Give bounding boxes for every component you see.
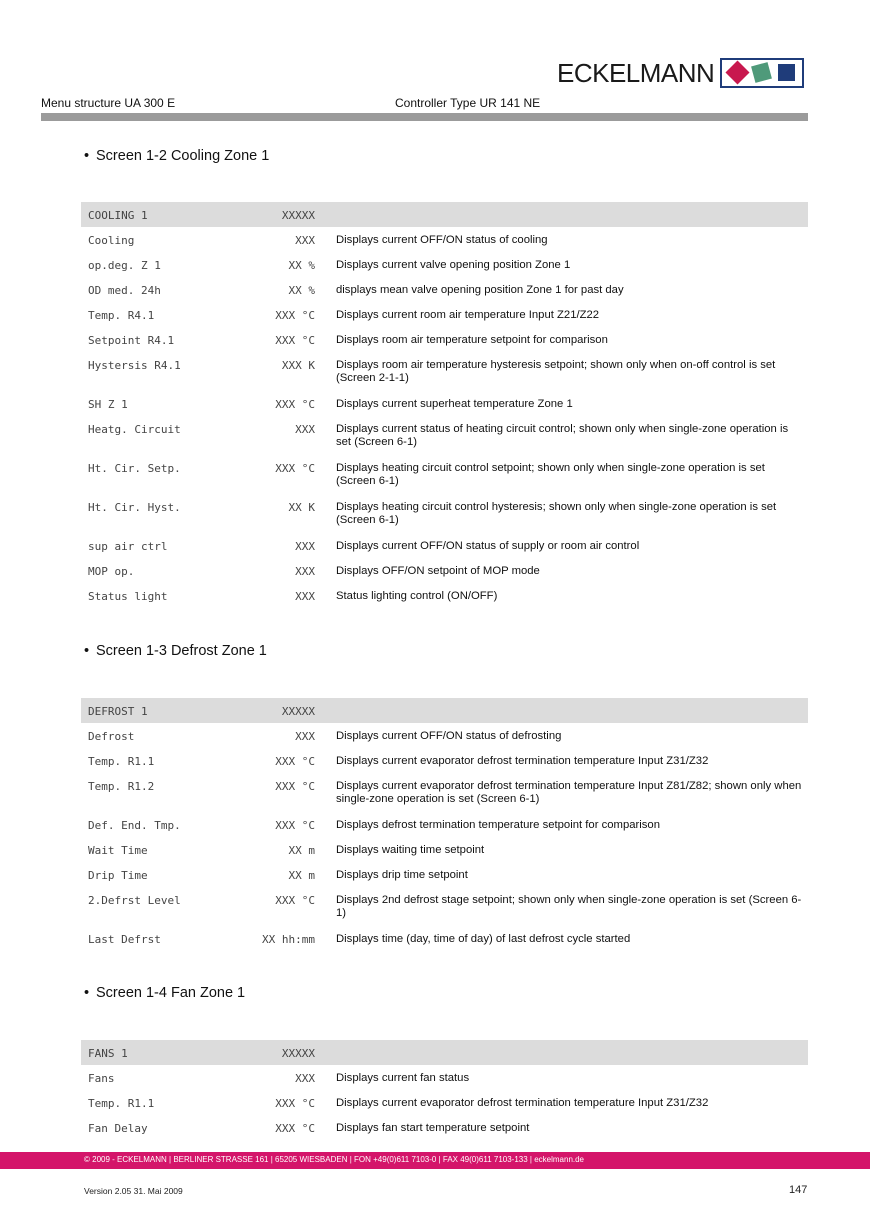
row-value: XXX °C (275, 462, 315, 475)
row-label: Status light (88, 590, 168, 603)
row-description: Displays defrost termination temperature setpoint for comparison (336, 819, 660, 831)
table-row (81, 723, 808, 748)
table-row (81, 416, 808, 455)
row-label: Fans (88, 1072, 115, 1085)
header-value: XXXXX (281, 209, 315, 222)
row-value: XX hh:mm (262, 933, 315, 946)
row-value: XX m (288, 844, 315, 857)
header-value: XXXXX (281, 705, 315, 718)
footer-address: © 2009 - ECKELMANN | BERLINER STRASSE 161 | 65205 WIESBADEN | FON +49(0)611 7103-0 | FAX 49(0)611 7103-133 | eckelmann.de (84, 1155, 585, 1164)
version-date: Version 2.05 31. Mai 2009 (84, 1186, 183, 1196)
section-title: • Screen 1-4 Fan Zone 1 (84, 985, 246, 1001)
row-label: Drip Time (88, 869, 148, 882)
row-value: XXX °C (275, 780, 315, 793)
row-label: Defrost (88, 730, 135, 743)
header-label: COOLING 1 (88, 209, 148, 222)
row-description: Displays time (day, time of day) of last defrost cycle started (336, 933, 631, 945)
row-value: XXX °C (275, 398, 315, 411)
table-row (81, 1090, 808, 1115)
section-title: • Screen 1-3 Defrost Zone 1 (84, 643, 267, 659)
table-row (81, 837, 808, 862)
row-value: XXX (295, 565, 315, 578)
company-logo (557, 57, 804, 89)
table-row (81, 773, 808, 812)
row-value: XXX °C (275, 309, 315, 322)
row-description: displays mean valve opening position Zone 1 for past day (336, 284, 624, 296)
table-row (81, 812, 808, 837)
header-label: DEFROST 1 (88, 705, 148, 718)
row-description: Displays drip time setpoint (336, 869, 468, 881)
logo-mark-icon (720, 58, 804, 88)
row-description: Displays heating circuit control setpoint; shown only when single-zone operation is set (Screen 6-1) (336, 462, 765, 487)
row-description: Displays current OFF/ON status of supply or room air control (336, 540, 640, 552)
logo-text: ECKELMANN (557, 58, 715, 88)
row-label: op.deg. Z 1 (88, 259, 161, 272)
table-header (81, 202, 808, 227)
row-value: XXX °C (275, 1122, 315, 1135)
row-description: Displays current OFF/ON status of cooling (336, 234, 548, 246)
row-label: Hystersis R4.1 (88, 359, 181, 372)
row-description: Displays current evaporator defrost termination temperature Input Z31/Z32 (336, 755, 709, 767)
table-row (81, 252, 808, 277)
table-row (81, 227, 808, 252)
row-value: XXX (295, 234, 315, 247)
row-label: OD med. 24h (88, 284, 161, 297)
row-label: 2.Defrst Level (88, 894, 181, 907)
row-label: Def. End. Tmp. (88, 819, 181, 832)
table-row (81, 494, 808, 533)
table-row (81, 352, 808, 391)
fans-table (81, 1040, 808, 1140)
table-row (81, 583, 808, 608)
row-label: Temp. R4.1 (88, 309, 155, 322)
row-value: XXX (295, 423, 315, 436)
row-label: sup air ctrl (88, 540, 168, 553)
table-row (81, 748, 808, 773)
header-label: FANS 1 (88, 1047, 128, 1060)
row-label: Wait Time (88, 844, 148, 857)
row-value: XX K (288, 501, 315, 514)
row-value: XXX K (281, 359, 315, 372)
row-description: Status lighting control (ON/OFF) (336, 590, 498, 602)
row-description: Displays waiting time setpoint (336, 844, 485, 856)
row-label: Temp. R1.1 (88, 1097, 155, 1110)
table-row (81, 277, 808, 302)
table-header (81, 1040, 808, 1065)
row-label: Heatg. Circuit (88, 423, 181, 436)
row-description: Displays 2nd defrost stage setpoint; shown only when single-zone operation is set (Screen 6-1) (336, 894, 802, 919)
controller-type: Controller Type UR 141 NE (395, 96, 541, 110)
table-header (81, 698, 808, 723)
page-number: 147 (789, 1184, 808, 1196)
row-value: XXX (295, 730, 315, 743)
row-label: Setpoint R4.1 (88, 334, 175, 347)
row-label: Cooling (88, 234, 135, 247)
cooling-table (81, 202, 808, 608)
row-value: XXX (295, 1072, 315, 1085)
row-description: Displays current superheat temperature Zone 1 (336, 398, 573, 410)
row-value: XXX °C (275, 894, 315, 907)
table-row (81, 302, 808, 327)
table-row (81, 391, 808, 416)
row-label: Fan Delay (88, 1122, 148, 1135)
row-value: XXX °C (275, 334, 315, 347)
row-description: Displays current valve opening position Zone 1 (336, 259, 571, 271)
row-value: XX % (288, 284, 315, 297)
defrost-table (81, 698, 808, 951)
row-description: Displays room air temperature hysteresis setpoint; shown only when on-off control is set (Screen 2-1-1) (336, 359, 776, 384)
table-row (81, 1115, 808, 1140)
table-row (81, 327, 808, 352)
header-rule (41, 113, 808, 121)
row-value: XX m (288, 869, 315, 882)
header-value: XXXXX (281, 1047, 315, 1060)
row-label: Temp. R1.1 (88, 755, 155, 768)
row-label: Ht. Cir. Setp. (88, 462, 181, 475)
row-description: Displays current evaporator defrost termination temperature Input Z81/Z82; shown only when single-zone operation is set (Screen 6-1) (336, 780, 802, 805)
table-row (81, 926, 808, 951)
section-title: • Screen 1-2 Cooling Zone 1 (84, 148, 270, 164)
table-row (81, 862, 808, 887)
row-description: Displays current fan status (336, 1072, 470, 1084)
row-description: Displays room air temperature setpoint for comparison (336, 334, 608, 346)
row-label: Last Defrst (88, 933, 161, 946)
row-value: XXX (295, 540, 315, 553)
doc-title: Menu structure UA 300 E (41, 96, 176, 110)
table-row (81, 887, 808, 926)
row-description: Displays heating circuit control hysteresis; shown only when single-zone operation is set (Screen 6-1) (336, 501, 777, 526)
row-value: XX % (288, 259, 315, 272)
row-description: Displays current status of heating circuit control; shown only when single-zone operation is set (Screen 6-1) (336, 423, 789, 448)
row-description: Displays current evaporator defrost termination temperature Input Z31/Z32 (336, 1097, 709, 1109)
row-value: XXX °C (275, 1097, 315, 1110)
table-row (81, 558, 808, 583)
row-label: Ht. Cir. Hyst. (88, 501, 181, 514)
row-description: Displays fan start temperature setpoint (336, 1122, 530, 1134)
row-value: XXX °C (275, 819, 315, 832)
row-value: XXX (295, 590, 315, 603)
row-description: Displays OFF/ON setpoint of MOP mode (336, 565, 540, 577)
table-row (81, 1065, 808, 1090)
table-row (81, 533, 808, 558)
row-description: Displays current room air temperature Input Z21/Z22 (336, 309, 600, 321)
table-row (81, 455, 808, 494)
row-label: Temp. R1.2 (88, 780, 155, 793)
row-description: Displays current OFF/ON status of defrosting (336, 730, 562, 742)
row-value: XXX °C (275, 755, 315, 768)
row-label: SH Z 1 (88, 398, 128, 411)
row-label: MOP op. (88, 565, 135, 578)
